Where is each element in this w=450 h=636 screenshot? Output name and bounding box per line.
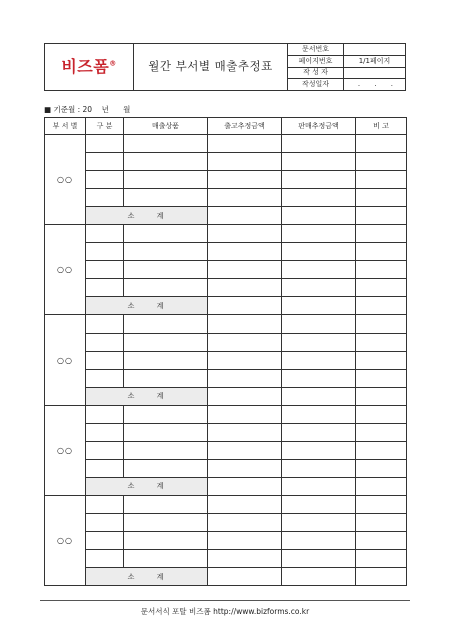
- meta-value-page-number[interactable]: 1/1페이지: [344, 55, 406, 67]
- product-cell[interactable]: [124, 369, 208, 387]
- remarks-cell[interactable]: [356, 171, 407, 189]
- subtotal-row: [45, 207, 407, 225]
- remarks-cell[interactable]: [356, 135, 407, 153]
- table-row: [45, 225, 407, 243]
- product-cell[interactable]: [124, 189, 208, 207]
- sales-estimate-cell[interactable]: [282, 315, 356, 333]
- category-cell[interactable]: [86, 333, 124, 351]
- sales-estimate-cell[interactable]: [282, 441, 356, 459]
- remarks-cell[interactable]: [356, 405, 407, 423]
- footer-divider: [40, 600, 410, 601]
- subtotal-shipment-cell[interactable]: [208, 387, 282, 405]
- meta-value-date[interactable]: . . .: [344, 79, 406, 91]
- shipment-estimate-cell[interactable]: [208, 225, 282, 243]
- remarks-cell[interactable]: [356, 513, 407, 531]
- remarks-cell[interactable]: [356, 423, 407, 441]
- subtotal-row: [45, 568, 407, 586]
- product-cell[interactable]: [124, 550, 208, 568]
- remarks-cell[interactable]: [356, 279, 407, 297]
- dept-cell[interactable]: ○○: [45, 405, 86, 495]
- category-cell[interactable]: [86, 423, 124, 441]
- shipment-estimate-cell[interactable]: [208, 550, 282, 568]
- sales-estimate-cell[interactable]: [282, 243, 356, 261]
- table-row: [45, 351, 407, 369]
- category-cell[interactable]: [86, 441, 124, 459]
- product-cell[interactable]: [124, 261, 208, 279]
- bizforms-logo: 비즈폼®: [61, 57, 117, 76]
- sales-estimate-cell[interactable]: [282, 550, 356, 568]
- subtotal-label: 소 계: [86, 568, 208, 586]
- shipment-estimate-cell[interactable]: [208, 315, 282, 333]
- remarks-cell[interactable]: [356, 333, 407, 351]
- table-row: [45, 135, 407, 153]
- sales-estimate-cell[interactable]: [282, 279, 356, 297]
- subtotal-remarks-cell[interactable]: [356, 207, 407, 225]
- category-cell[interactable]: [86, 153, 124, 171]
- category-cell[interactable]: [86, 405, 124, 423]
- subtotal-row: [45, 477, 407, 495]
- shipment-estimate-cell[interactable]: [208, 513, 282, 531]
- category-cell[interactable]: [86, 550, 124, 568]
- category-cell[interactable]: [86, 225, 124, 243]
- sales-estimate-cell[interactable]: [282, 189, 356, 207]
- sales-estimate-table: [44, 117, 407, 586]
- table-row: [45, 153, 407, 171]
- subtotal-shipment-cell[interactable]: [208, 297, 282, 315]
- category-cell[interactable]: [86, 189, 124, 207]
- table-row: [45, 261, 407, 279]
- footer-text: 문서서식 포탈 비즈폼 http://www.bizforms.co.kr: [140, 607, 310, 616]
- subtotal-remarks-cell[interactable]: [356, 387, 407, 405]
- product-cell[interactable]: [124, 315, 208, 333]
- subtotal-remarks-cell[interactable]: [356, 568, 407, 586]
- remarks-cell[interactable]: [356, 315, 407, 333]
- product-cell[interactable]: [124, 333, 208, 351]
- subtotal-shipment-cell[interactable]: [208, 207, 282, 225]
- table-row: [45, 532, 407, 550]
- subtotal-shipment-cell[interactable]: [208, 568, 282, 586]
- base-month-line: ■ 기준월 : 20 년 월: [44, 105, 131, 114]
- column-header-product: 매출상품: [124, 118, 208, 135]
- remarks-cell[interactable]: [356, 261, 407, 279]
- table-row: [45, 513, 407, 531]
- category-cell[interactable]: [86, 532, 124, 550]
- column-header-remarks: 비 고: [356, 118, 407, 135]
- table-row: [45, 495, 407, 513]
- table-header-row: [45, 118, 407, 135]
- product-cell[interactable]: [124, 495, 208, 513]
- table-row: [45, 459, 407, 477]
- category-cell[interactable]: [86, 513, 124, 531]
- product-cell[interactable]: [124, 135, 208, 153]
- subtotal-remarks-cell[interactable]: [356, 477, 407, 495]
- table-row: [45, 441, 407, 459]
- category-cell[interactable]: [86, 243, 124, 261]
- subtotal-label: 소 계: [86, 387, 208, 405]
- sales-estimate-cell[interactable]: [282, 135, 356, 153]
- product-cell[interactable]: [124, 513, 208, 531]
- shipment-estimate-cell[interactable]: [208, 369, 282, 387]
- remarks-cell[interactable]: [356, 459, 407, 477]
- category-cell[interactable]: [86, 135, 124, 153]
- sales-estimate-cell[interactable]: [282, 153, 356, 171]
- category-cell[interactable]: [86, 459, 124, 477]
- meta-label-author: 작 성 자: [288, 67, 344, 79]
- remarks-cell[interactable]: [356, 225, 407, 243]
- product-cell[interactable]: [124, 225, 208, 243]
- subtotal-row: [45, 387, 407, 405]
- category-cell[interactable]: [86, 369, 124, 387]
- product-cell[interactable]: [124, 459, 208, 477]
- remarks-cell[interactable]: [356, 550, 407, 568]
- meta-label-page-number: 페이지번호: [288, 55, 344, 67]
- subtotal-label: 소 계: [86, 477, 208, 495]
- column-header-category: 구 분: [86, 118, 124, 135]
- remarks-cell[interactable]: [356, 351, 407, 369]
- subtotal-sales-cell[interactable]: [282, 477, 356, 495]
- sales-estimate-cell[interactable]: [282, 369, 356, 387]
- subtotal-sales-cell[interactable]: [282, 207, 356, 225]
- shipment-estimate-cell[interactable]: [208, 279, 282, 297]
- table-row: [45, 369, 407, 387]
- product-cell[interactable]: [124, 279, 208, 297]
- remarks-cell[interactable]: [356, 441, 407, 459]
- table-row: [45, 333, 407, 351]
- category-cell[interactable]: [86, 261, 124, 279]
- table-row: [45, 189, 407, 207]
- sales-estimate-cell[interactable]: [282, 333, 356, 351]
- column-header-shipment-estimate: 출고추정금액: [208, 118, 282, 135]
- shipment-estimate-cell[interactable]: [208, 153, 282, 171]
- document-header: [44, 43, 406, 91]
- subtotal-sales-cell[interactable]: [282, 387, 356, 405]
- sales-estimate-cell[interactable]: [282, 459, 356, 477]
- meta-label-doc-number: 문서번호: [288, 44, 344, 56]
- shipment-estimate-cell[interactable]: [208, 495, 282, 513]
- table-row: [45, 315, 407, 333]
- shipment-estimate-cell[interactable]: [208, 135, 282, 153]
- remarks-cell[interactable]: [356, 369, 407, 387]
- product-cell[interactable]: [124, 351, 208, 369]
- shipment-estimate-cell[interactable]: [208, 351, 282, 369]
- table-row: [45, 279, 407, 297]
- shipment-estimate-cell[interactable]: [208, 171, 282, 189]
- table-row: [45, 243, 407, 261]
- remarks-cell[interactable]: [356, 532, 407, 550]
- table-row: [45, 405, 407, 423]
- category-cell[interactable]: [86, 495, 124, 513]
- sales-estimate-cell[interactable]: [282, 513, 356, 531]
- dept-cell[interactable]: ○○: [45, 225, 86, 315]
- product-cell[interactable]: [124, 153, 208, 171]
- subtotal-sales-cell[interactable]: [282, 297, 356, 315]
- subtotal-shipment-cell[interactable]: [208, 477, 282, 495]
- product-cell[interactable]: [124, 441, 208, 459]
- sales-estimate-cell[interactable]: [282, 171, 356, 189]
- subtotal-sales-cell[interactable]: [282, 568, 356, 586]
- shipment-estimate-cell[interactable]: [208, 532, 282, 550]
- shipment-estimate-cell[interactable]: [208, 243, 282, 261]
- document-title: 월간 부서별 매출추정표: [134, 44, 288, 91]
- sales-estimate-cell[interactable]: [282, 225, 356, 243]
- subtotal-label: 소 계: [86, 207, 208, 225]
- shipment-estimate-cell[interactable]: [208, 459, 282, 477]
- shipment-estimate-cell[interactable]: [208, 441, 282, 459]
- subtotal-remarks-cell[interactable]: [356, 297, 407, 315]
- category-cell[interactable]: [86, 351, 124, 369]
- dept-cell[interactable]: ○○: [45, 315, 86, 405]
- shipment-estimate-cell[interactable]: [208, 333, 282, 351]
- subtotal-label: 소 계: [86, 297, 208, 315]
- table-body: [45, 118, 407, 586]
- sales-estimate-cell[interactable]: [282, 261, 356, 279]
- subtotal-row: [45, 297, 407, 315]
- sales-estimate-cell[interactable]: [282, 495, 356, 513]
- sales-estimate-cell[interactable]: [282, 532, 356, 550]
- sales-estimate-cell[interactable]: [282, 405, 356, 423]
- meta-value-author[interactable]: [344, 67, 406, 79]
- remarks-cell[interactable]: [356, 243, 407, 261]
- category-cell[interactable]: [86, 171, 124, 189]
- product-cell[interactable]: [124, 171, 208, 189]
- shipment-estimate-cell[interactable]: [208, 423, 282, 441]
- meta-label-date: 작성일자: [288, 79, 344, 91]
- shipment-estimate-cell[interactable]: [208, 405, 282, 423]
- table-row: [45, 423, 407, 441]
- remarks-cell[interactable]: [356, 495, 407, 513]
- logo-cell: [45, 44, 134, 91]
- column-header-sales-estimate: 판매추정금액: [282, 118, 356, 135]
- category-cell[interactable]: [86, 279, 124, 297]
- shipment-estimate-cell[interactable]: [208, 261, 282, 279]
- sales-estimate-cell[interactable]: [282, 351, 356, 369]
- category-cell[interactable]: [86, 315, 124, 333]
- table-row: [45, 550, 407, 568]
- product-cell[interactable]: [124, 243, 208, 261]
- product-cell[interactable]: [124, 423, 208, 441]
- dept-cell[interactable]: ○○: [45, 495, 86, 585]
- remarks-cell[interactable]: [356, 153, 407, 171]
- sales-estimate-cell[interactable]: [282, 423, 356, 441]
- shipment-estimate-cell[interactable]: [208, 189, 282, 207]
- product-cell[interactable]: [124, 532, 208, 550]
- product-cell[interactable]: [124, 405, 208, 423]
- meta-value-doc-number[interactable]: [344, 44, 406, 56]
- remarks-cell[interactable]: [356, 189, 407, 207]
- column-header-dept: 부 서 별: [45, 118, 86, 135]
- dept-cell[interactable]: ○○: [45, 135, 86, 225]
- table-row: [45, 171, 407, 189]
